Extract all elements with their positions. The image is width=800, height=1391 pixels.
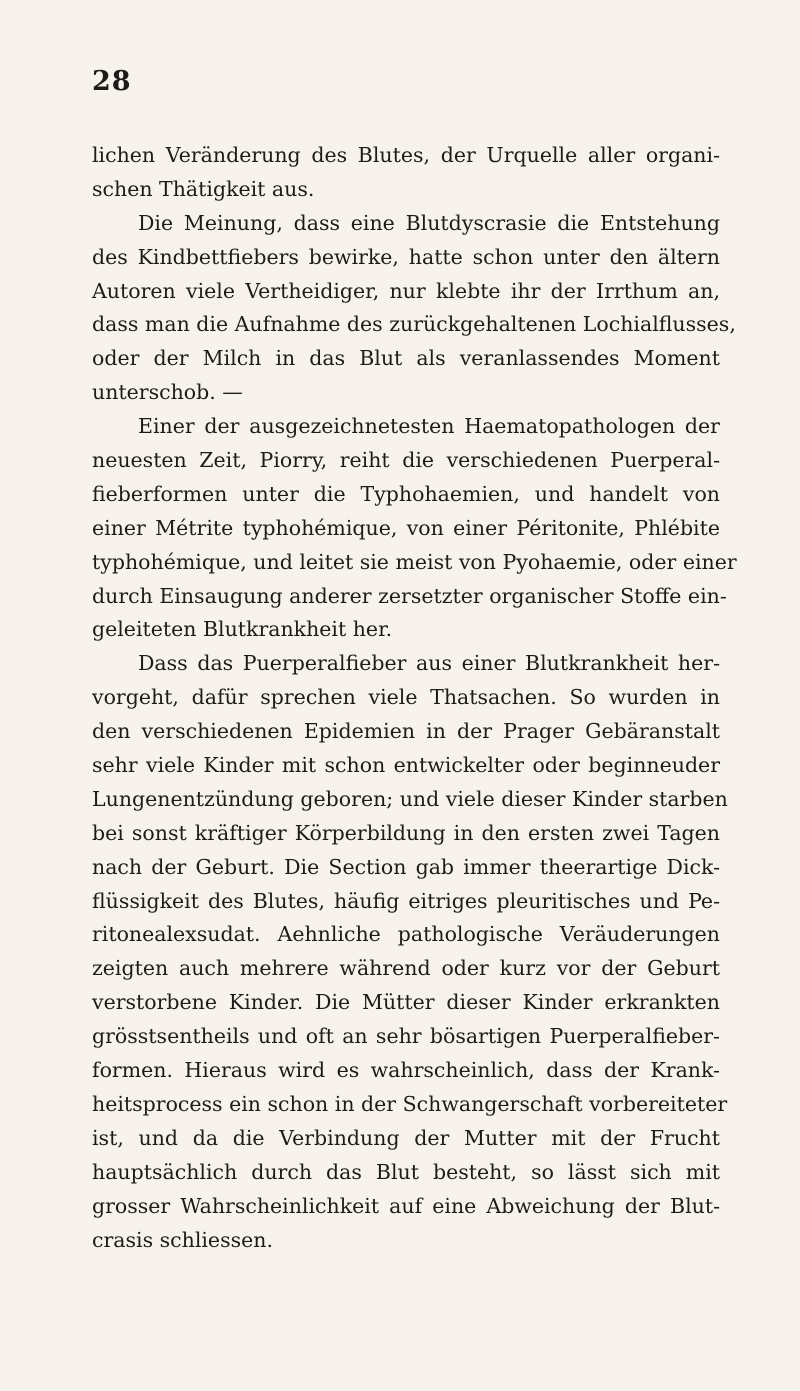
text-line: einer Métrite typhohémique, von einer Péritonite, Phlébite bbox=[92, 515, 720, 540]
text-line: dass man die Aufnahme des zurückgehaltenen Lochialflusses, bbox=[92, 312, 736, 337]
text-line: lichen Veränderung des Blutes, der Urquelle aller organi- bbox=[92, 143, 720, 167]
text-line: oder der Milch in das Blut als veranlassendes Moment bbox=[92, 346, 720, 371]
text-line: ist, und da die Verbindung der Mutter mit der Frucht bbox=[92, 1125, 720, 1150]
text-line: geleiteten Blutkrankheit her. bbox=[92, 617, 393, 642]
text-line: unterschob. — bbox=[92, 380, 243, 405]
text-line: schen Thätigkeit aus. bbox=[92, 176, 315, 201]
text-line: verstorbene Kinder. Die Mütter dieser Kinder erkrankten bbox=[92, 990, 720, 1015]
text-line: des Kindbettfiebers bewirke, hatte schon unter den ältern bbox=[92, 244, 720, 269]
text-line: ritonealexsudat. Aehnliche pathologische Veräuderungen bbox=[92, 922, 720, 947]
text-line: Einer der ausgezeichnetesten Haematopathologen der bbox=[138, 414, 720, 439]
text-line: durch Einsaugung anderer zersetzter organischer Stoffe ein- bbox=[92, 583, 727, 608]
text-line: formen. Hieraus wird es wahrscheinlich, dass der Krank- bbox=[92, 1058, 720, 1083]
page-number: 28 bbox=[92, 66, 132, 97]
text-line: fieberformen unter die Typhohaemien, und handelt von bbox=[92, 481, 720, 506]
text-line: flüssigkeit des Blutes, häufig eitriges pleuritisches und Pe- bbox=[92, 888, 720, 913]
text-line: heitsprocess ein schon in der Schwangerschaft vorbereiteter bbox=[92, 1091, 728, 1116]
text-line: sehr viele Kinder mit schon entwickelter oder beginneuder bbox=[92, 753, 720, 778]
text-line: grosser Wahrscheinlichkeit auf eine Abweichung der Blut- bbox=[92, 1193, 720, 1218]
text-line: zeigten auch mehrere während oder kurz vor der Geburt bbox=[92, 956, 720, 981]
text-line: hauptsächlich durch das Blut besteht, so lässt sich mit bbox=[92, 1159, 720, 1184]
text-line: den verschiedenen Epidemien in der Prager Gebäranstalt bbox=[92, 719, 720, 744]
text-line: crasis schliessen. bbox=[92, 1227, 273, 1252]
text-line: neuesten Zeit, Piorry, reiht die verschiedenen Puerperal- bbox=[92, 448, 720, 473]
text-line: nach der Geburt. Die Section gab immer theerartige Dick- bbox=[92, 854, 720, 879]
text-line: Dass das Puerperalfieber aus einer Blutkrankheit her- bbox=[138, 651, 720, 676]
text-line: vorgeht, dafür sprechen viele Thatsachen. So wurden in bbox=[92, 685, 720, 710]
text-line: typhohémique, und leitet sie meist von Pyohaemie, oder einer bbox=[92, 549, 737, 574]
text-line: Lungenentzündung geboren; und viele dieser Kinder starben bbox=[92, 786, 728, 811]
text-line: Autoren viele Vertheidiger, nur klebte ihr der Irrthum an, bbox=[92, 278, 720, 303]
text-line: bei sonst kräftiger Körperbildung in den ersten zwei Tagen bbox=[92, 820, 720, 845]
text-line: Die Meinung, dass eine Blutdyscrasie die Entstehung bbox=[138, 210, 720, 235]
body-text bbox=[92, 139, 737, 1257]
text-line: grösstsentheils und oft an sehr bösartigen Puerperalfieber- bbox=[92, 1024, 720, 1049]
